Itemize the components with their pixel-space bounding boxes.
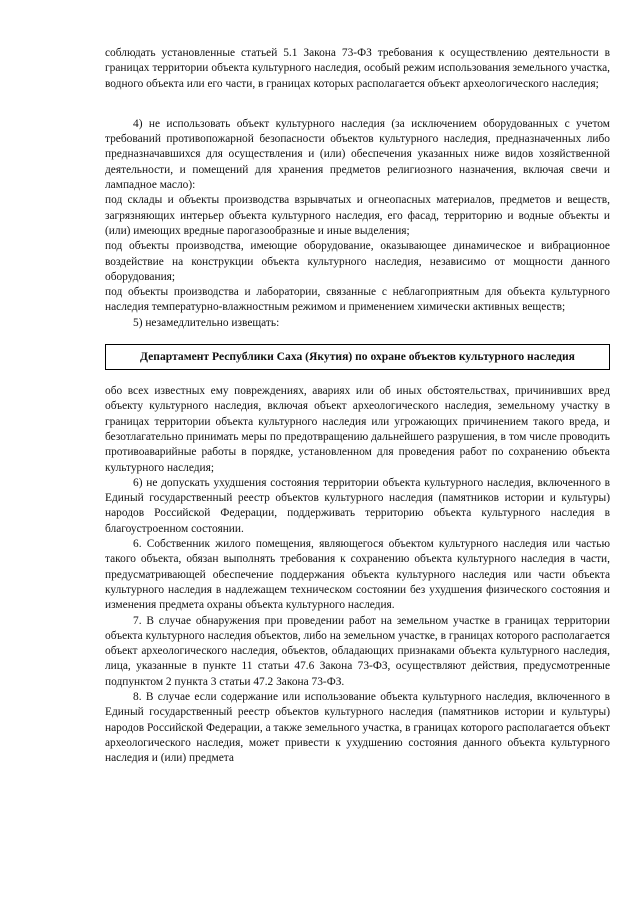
- item-5-continuation: обо всех известных ему повреждениях, авариях или об иных обстоятельствах, причинивших вред объекту культурного наследия, включая объект археологического наследия, земельному участку в границах территории объекта культурного наследия или угрожающих причинением такого вреда, и безотлагательно принимать меры по предотвращению дальнейшего разрушения, в том числе проводить противоаварийные работы в порядке, установленном для проведения работ по сохранению объекта культурного наследия;: [105, 385, 610, 474]
- paragraph-6: 6. Собственник жилого помещения, являющегося объектом культурного наследия или частью такого объекта, обязан выполнять требования к сохранению объекта культурного наследия в части, предусматривающей обеспечение поддержания объекта культурного наследия или части объекта культурного наследия в надлежащем техническом состоянии без ухудшения физического состояния и изменения предмета охраны объекта культурного наследия.: [105, 538, 610, 612]
- item-5: 5) незамедлительно извещать:: [133, 316, 280, 329]
- paragraph-7: 7. В случае обнаружения при проведении работ на земельном участке в границах территории объекта культурного наследия объектов, либо на земельном участке, в границах которого располагается объект археологического наследия, объектов, обладающих признаками объекта культурного наследия, лица, указанные в пункте 11 статьи 47.6 Закона 73-ФЗ, осуществляют действия, предусмотренные подпунктом 2 пункта 3 статьи 47.2 Закона 73-ФЗ.: [105, 614, 610, 688]
- item-6: 6) не допускать ухудшения состояния территории объекта культурного наследия, включенного в Единый государственный реестр объектов культурного наследия (памятников истории и культуры) народов Российской Федерации, поддерживать территорию объекта культурного наследия в благоустроенном состоянии.: [105, 476, 610, 535]
- item-4-sub-3: под объекты производства и лаборатории, связанные с неблагоприятным для объекта культурного наследия температурно-влажностным режимом и применением химически активных веществ;: [105, 286, 610, 314]
- item-4-sub-2: под объекты производства, имеющие оборудование, оказывающее динамическое и вибрационное воздействие на конструкции объекта культурного наследия, независимо от мощности данного оборудования;: [105, 240, 610, 283]
- boxed-heading: Департамент Республики Саха (Якутия) по охране объектов культурного наследия: [105, 344, 610, 370]
- paragraph-8: 8. В случае если содержание или использование объекта культурного наследия, включенного в Единый государственный реестр объектов культурного наследия (памятников истории и культуры) народов Российской Федерации, а также земельного участка, в границах которого располагается объект археологического наследия, может привести к ухудшению состояния данного объекта культурного наследия и (или) предмета: [105, 690, 610, 765]
- item-4-lead: 4) не использовать объект культурного наследия (за исключением оборудованных с учетом требований противопожарной безопасности объектов культурного наследия, предназначенных либо предназначавшихся для осуществления и (или) обеспечения указанных ниже видов хозяйственной деятельности, и помещений для хранения предметов религиозного назначения, включая свечи и лампадное масло):: [105, 117, 610, 192]
- intro-paragraph: соблюдать установленные статьей 5.1 Закона 73-ФЗ требования к осуществлению деятельности в границах территории объекта культурного наследия, особый режим использования земельного участка, водного объекта или его части, в границах которых располагается объект археологического наследия;: [105, 47, 610, 90]
- item-4-sub-1: под склады и объекты производства взрывчатых и огнеопасных материалов, предметов и веществ, загрязняющих интерьер объекта культурного наследия, его фасад, территорию и водные объекты и (или) имеющих вредные парогазообразные и иные выделения;: [105, 194, 610, 237]
